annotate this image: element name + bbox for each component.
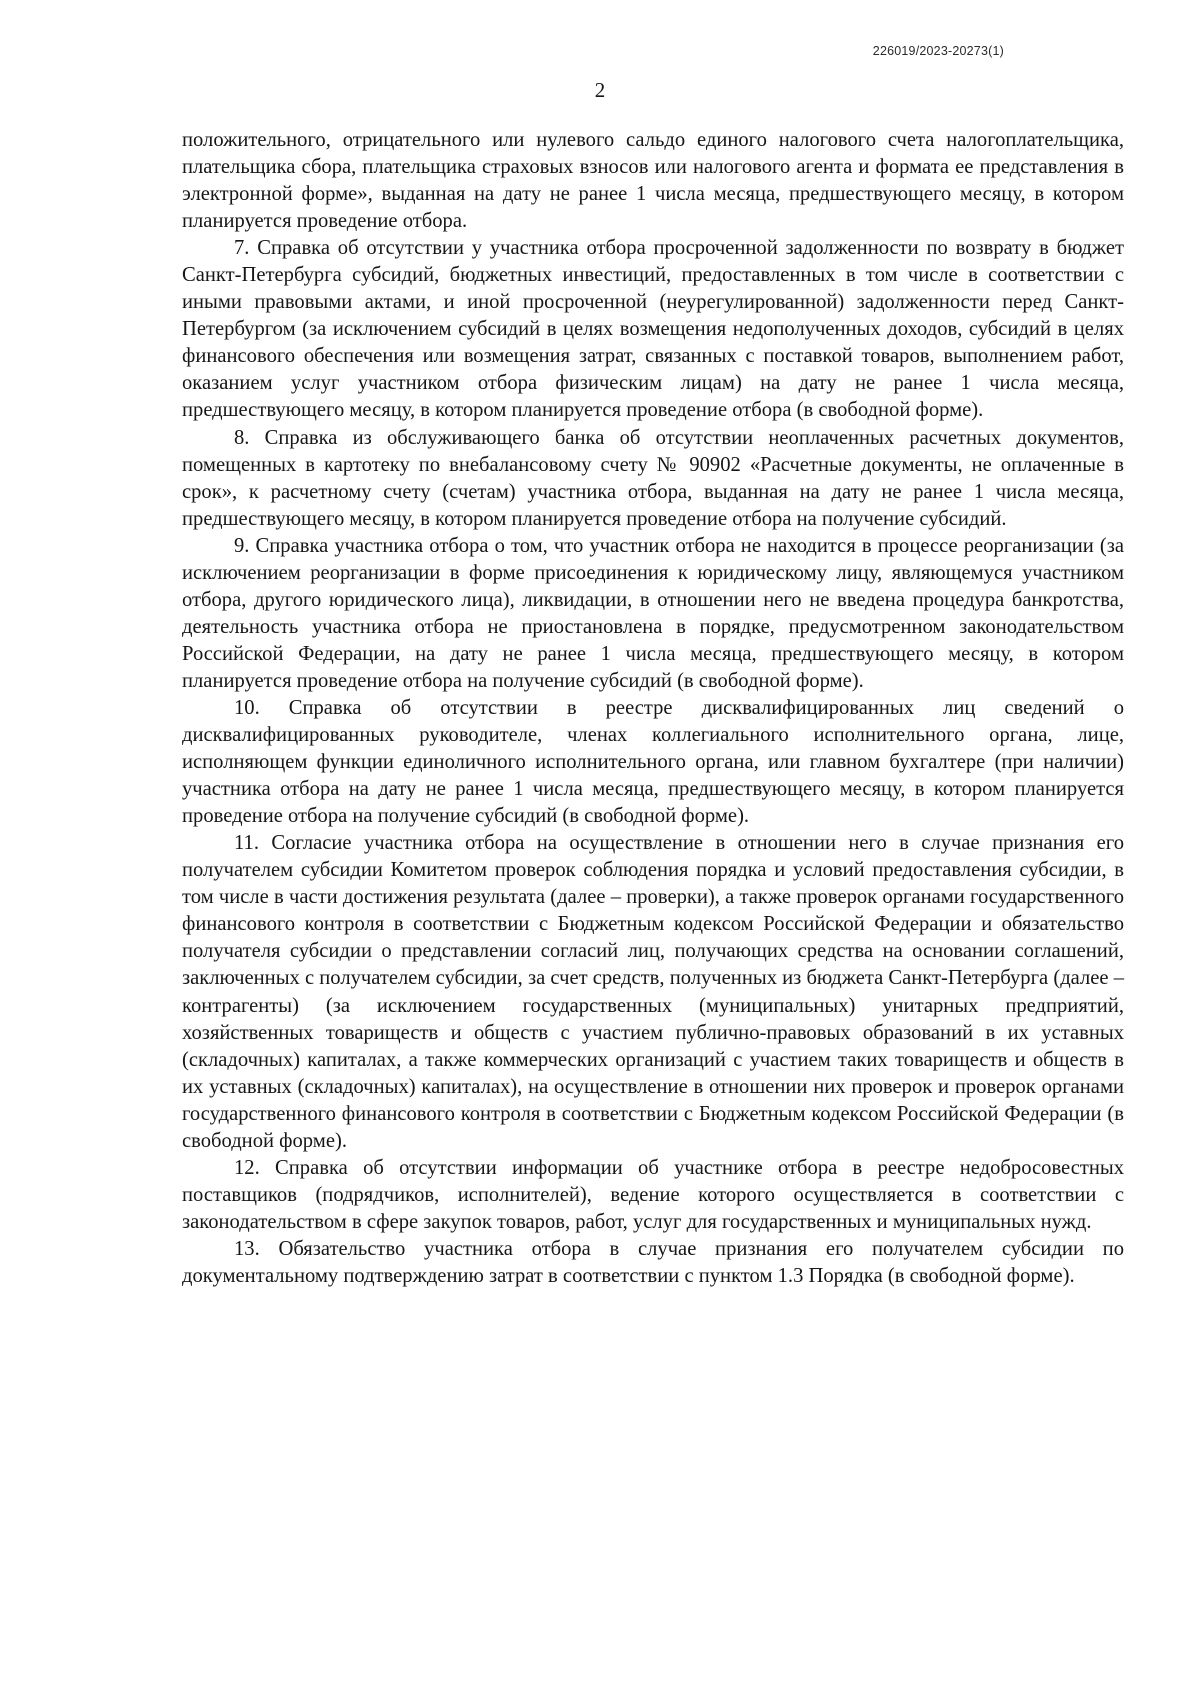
paragraph-item-10: 10. Справка об отсутствии в реестре дисквалифицированных лиц сведений о дисквалифицированных руководителе, членах коллегиального исполнительного органа, лице, исполняющем функции единоличного исполнительного органа, или главном бухгалтере (при наличии) участника отбора на дату не ранее 1 числа месяца, предшествующего месяцу, в котором планируется проведение отбора на получение субсидий (в свободной форме). <box>182 696 1124 828</box>
paragraph-item-13: 13. Обязательство участника отбора в случае признания его получателем субсидии по документальному подтверждению затрат в соответствии с пунктом 1.3 Порядка (в свободной форме). <box>182 1237 1124 1287</box>
page-number: 2 <box>594 78 606 102</box>
paragraph-item-8: 8. Справка из обслуживающего банка об отсутствии неоплаченных расчетных документов, помещенных в картотеку по внебалансовому счету № 90902 «Расчетные документы, не оплаченные в срок», к расчетному счету (счетам) участника отбора, выданная на дату не ранее 1 числа месяца, предшествующего месяцу, в котором планируется проведение отбора на получение субсидий. <box>182 426 1124 530</box>
paragraph-item-9: 9. Справка участника отбора о том, что участник отбора не находится в процессе реорганизации (за исключением реорганизации в форме присоединения к юридическому лицу, являющемуся участником отбора, другого юридического лица), ликвидации, в отношении него не введена процедура банкротства, деятельность участника отбора не приостановлена в порядке, предусмотренном законодательством Российской Федерации, на дату не ранее 1 числа месяца, предшествующего месяцу, в котором планируется проведение отбора на получение субсидий (в свободной форме). <box>182 534 1124 692</box>
document-body <box>182 127 1124 1290</box>
document-registration-number: 226019/2023-20273(1) <box>872 44 1004 58</box>
paragraph-item-7: 7. Справка об отсутствии у участника отбора просроченной задолженности по возврату в бюджет Санкт-Петербурга субсидий, бюджетных инвестиций, предоставленных в том числе в соответствии с иными правовыми актами, и иной просроченной (неурегулированной) задолженности перед Санкт-Петербургом (за исключением субсидий в целях возмещения недополученных доходов, субсидий в целях финансового обеспечения или возмещения затрат, связанных с поставкой товаров, выполнением работ, оказанием услуг участником отбора физическим лицам) на дату не ранее 1 числа месяца, предшествующего месяцу, в котором планируется проведение отбора (в свободной форме). <box>182 237 1124 422</box>
paragraph-item-12: 12. Справка об отсутствии информации об участнике отбора в реестре недобросовестных поставщиков (подрядчиков, исполнителей), ведение которого осуществляется в соответствии с законодательством в сфере закупок товаров, работ, услуг для государственных и муниципальных нужд. <box>182 1156 1124 1233</box>
paragraph-continuation: положительного, отрицательного или нулевого сальдо единого налогового счета налогоплательщика, плательщика сбора, плательщика страховых взносов или налогового агента и формата ее представления в электронной форме», выданная на дату не ранее 1 числа месяца, предшествующего месяцу, в котором планируется проведение отбора. <box>182 129 1124 233</box>
paragraph-item-11: 11. Согласие участника отбора на осуществление в отношении него в случае признания его получателем субсидии Комитетом проверок соблюдения порядка и условий предоставления субсидии, в том числе в части достижения результата (далее – проверки), а также проверок органами государственного финансового контроля в соответствии с Бюджетным кодексом Российской Федерации и обязательство получателя субсидии о представлении согласий лиц, получающих средства на основании соглашений, заключенных с получателем субсидии, за счет средств, полученных из бюджета Санкт-Петербурга (далее – контрагенты) (за исключением государственных (муниципальных) унитарных предприятий, хозяйственных товариществ и обществ с участием публично-правовых образований в их уставных (складочных) капиталах, а также коммерческих организаций с участием таких товариществ и обществ в их уставных (складочных) капиталах), на осуществление в отношении них проверок и проверок органами государственного финансового контроля в соответствии с Бюджетным кодексом Российской Федерации (в свободной форме). <box>182 832 1124 1152</box>
